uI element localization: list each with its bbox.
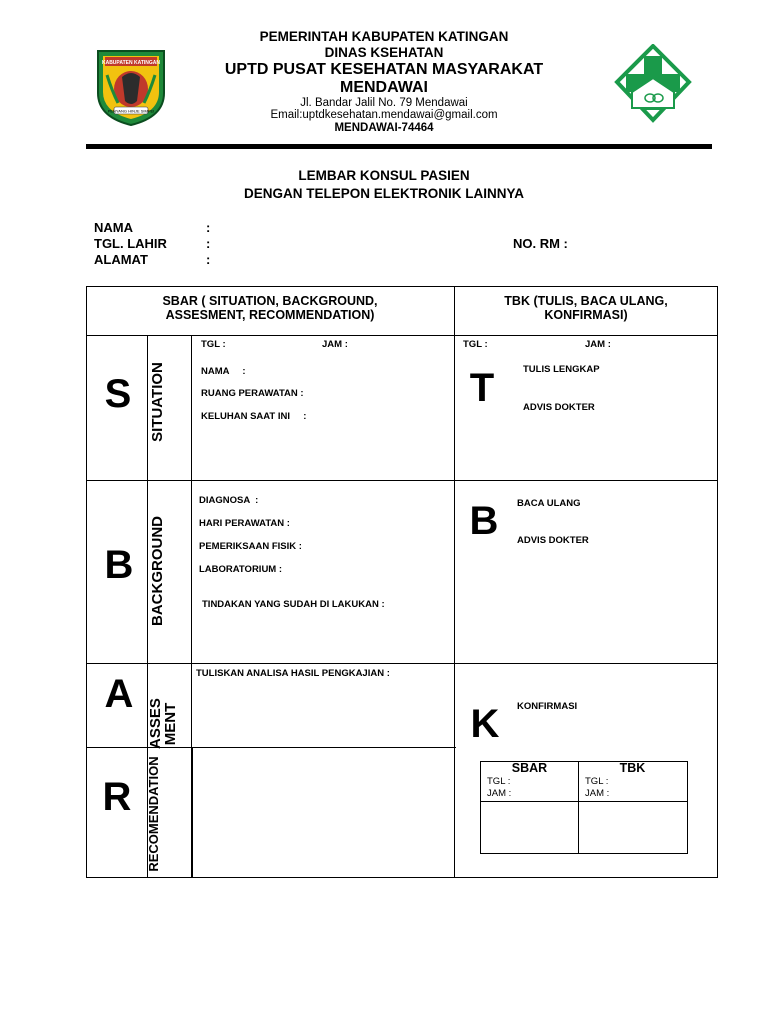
baca-advis-dokter: ADVIS DOKTER bbox=[517, 535, 589, 546]
header-line-1: PEMERINTAH KABUPATEN KATINGAN bbox=[259, 29, 509, 44]
label-assessment-line-2: MENT bbox=[162, 702, 179, 746]
label-alamat: ALAMAT bbox=[94, 252, 148, 267]
colon-alamat: : bbox=[206, 252, 211, 267]
tulis-advis-dokter: ADVIS DOKTER bbox=[523, 402, 595, 413]
header-line-2: DINAS KSEHATAN bbox=[324, 45, 444, 60]
form-title-line-2: DENGAN TELEPON ELEKTRONIK LAINNYA bbox=[243, 186, 525, 201]
header-code: MENDAWAI-74464 bbox=[334, 122, 434, 134]
letter-a: A bbox=[104, 672, 134, 716]
situation-keluhan: KELUHAN SAAT INI : bbox=[201, 411, 307, 422]
sign-box-sbar: SBAR bbox=[511, 761, 548, 775]
tbk-header-line-1: TBK (TULIS, BACA ULANG, bbox=[504, 294, 668, 308]
header-line-4: MENDAWAI bbox=[340, 79, 428, 96]
emblem-text-bottom: PENYANG HINJE SIMPEI bbox=[107, 108, 155, 114]
letter-r: R bbox=[102, 775, 132, 819]
background-pemeriksaan-fisik: PEMERIKSAAN FISIK : bbox=[199, 541, 302, 552]
colon-tgl-lahir: : bbox=[206, 236, 211, 251]
situation-tgl: TGL : bbox=[201, 339, 226, 350]
header-line-3: UPTD PUSAT KESEHATAN MASYARAKAT bbox=[224, 61, 544, 78]
sign-box-sbar-tgl: TGL : bbox=[487, 776, 511, 787]
sbar-header-line-1: SBAR ( SITUATION, BACKGROUND, bbox=[162, 294, 378, 308]
sign-box-tbk-jam: JAM : bbox=[585, 788, 610, 799]
letter-t: T bbox=[469, 366, 495, 410]
label-assessment-line-1: ASSES bbox=[147, 698, 164, 749]
background-hari-perawatan: HARI PERAWATAN : bbox=[199, 518, 290, 529]
header-email: Email:uptdkesehatan.mendawai@gmail.com bbox=[270, 109, 498, 121]
background-diagnosa: DIAGNOSA : bbox=[199, 495, 259, 506]
background-tindakan: TINDAKAN YANG SUDAH DI LAKUKAN : bbox=[202, 599, 385, 610]
form-title-line-1: LEMBAR KONSUL PASIEN bbox=[298, 168, 470, 183]
emblem-text-top: KABUPATEN KATINGAN bbox=[101, 60, 161, 66]
label-tgl-lahir: TGL. LAHIR bbox=[94, 236, 167, 251]
tulis-lengkap: TULIS LENGKAP bbox=[523, 364, 600, 375]
puskesmas-cross-icon bbox=[614, 44, 692, 124]
tbk-header bbox=[455, 294, 717, 322]
sign-box-tbk: TBK bbox=[619, 761, 646, 775]
header-address: Jl. Bandar Jalil No. 79 Mendawai bbox=[300, 97, 468, 109]
sign-box-tbk-tgl: TGL : bbox=[585, 776, 609, 787]
label-situation: SITUATION bbox=[149, 362, 166, 442]
tulis-tgl: TGL : bbox=[463, 339, 488, 350]
tbk-header-line-2: KONFIRMASI) bbox=[544, 308, 628, 322]
situation-ruang: RUANG PERAWATAN : bbox=[201, 388, 304, 399]
label-background: BACKGROUND bbox=[149, 516, 166, 626]
assessment-analisa: TULISKAN ANALISA HASIL PENGKAJIAN : bbox=[196, 668, 390, 679]
letter-k: K bbox=[470, 702, 500, 746]
konfirmasi-label: KONFIRMASI bbox=[517, 701, 578, 712]
label-recommendation: RECOMENDATION bbox=[146, 756, 161, 872]
background-laboratorium: LABORATORIUM : bbox=[199, 564, 283, 575]
sbar-header-line-2: ASSESMENT, RECOMMENDATION) bbox=[165, 308, 375, 322]
sbar-header bbox=[87, 294, 453, 322]
letter-s: S bbox=[104, 372, 132, 416]
label-no-rm: NO. RM : bbox=[513, 236, 568, 251]
colon-nama: : bbox=[206, 220, 211, 235]
situation-jam: JAM : bbox=[322, 339, 348, 350]
situation-nama: NAMA : bbox=[201, 366, 246, 377]
letter-b-baca: B bbox=[469, 499, 499, 543]
sign-box-sbar-jam: JAM : bbox=[487, 788, 512, 799]
label-assessment bbox=[148, 699, 182, 749]
tulis-jam: JAM : bbox=[585, 339, 611, 350]
header-divider bbox=[86, 144, 712, 149]
label-nama: NAMA bbox=[94, 220, 133, 235]
baca-ulang: BACA ULANG bbox=[517, 498, 581, 509]
letter-b-background: B bbox=[104, 543, 134, 587]
